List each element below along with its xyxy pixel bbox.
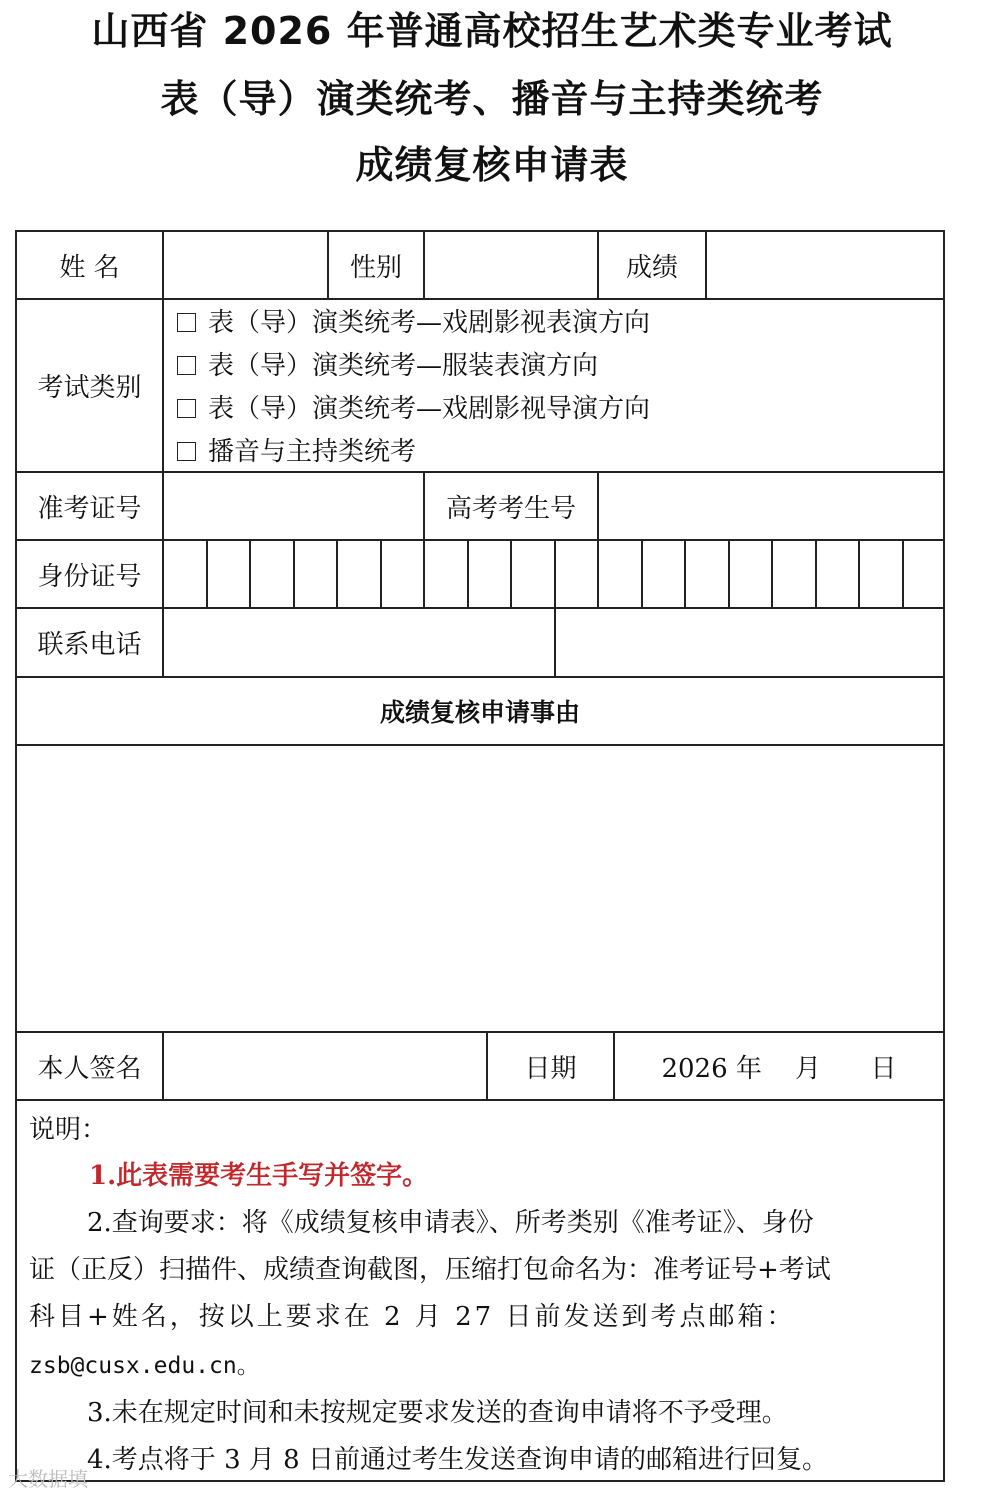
- checkbox-icon[interactable]: [177, 313, 196, 332]
- row-divider: [15, 1099, 945, 1101]
- reason-textarea[interactable]: [17, 746, 943, 1031]
- gender-field[interactable]: [425, 232, 597, 298]
- contact-email[interactable]: zsb@cusx.edu.cn。: [29, 1353, 260, 1379]
- phone-label: 联系电话: [37, 630, 142, 660]
- score-field[interactable]: [707, 232, 943, 298]
- name-field[interactable]: [164, 232, 327, 298]
- checkbox-icon[interactable]: [177, 356, 196, 375]
- category-option[interactable]: [177, 351, 598, 381]
- category-option-label: 表（导）演类统考—戏剧影视表演方向: [208, 308, 651, 338]
- phone-field-1[interactable]: [164, 609, 554, 676]
- category-option-label: 表（导）演类统考—服装表演方向: [208, 351, 599, 381]
- id-digit-divider: [293, 539, 295, 608]
- date-value[interactable]: 2026 年 月 日: [661, 1053, 897, 1084]
- id-digit-divider: [858, 539, 860, 608]
- note-item-2-cont: 科目+姓名，按以上要求在 2 月 27 日前发送到考点邮箱：: [29, 1302, 796, 1332]
- note-item-2: 2.查询要求：将《成绩复核申请表》、所考类别《准考证》、身份: [87, 1208, 814, 1238]
- id-digit-divider: [815, 539, 817, 608]
- id-digit-divider: [728, 539, 730, 608]
- id-digit-divider: [206, 539, 208, 608]
- id-digit-divider: [554, 539, 556, 608]
- id-digit-divider: [771, 539, 773, 608]
- note-item-3: 3.未在规定时间和未按规定要求发送的查询申请将不予受理。: [87, 1398, 788, 1428]
- signature-field[interactable]: [164, 1033, 486, 1099]
- id-digit-divider: [641, 539, 643, 608]
- id-digit-divider: [423, 539, 425, 608]
- title-line-2: 表（导）演类统考、播音与主持类统考: [160, 77, 824, 121]
- id-digit-divider: [684, 539, 686, 608]
- score-label: 成绩: [625, 252, 678, 283]
- id-digit-divider: [380, 539, 382, 608]
- id-digit-divider: [597, 539, 599, 608]
- id-number-label: 身份证号: [37, 561, 142, 592]
- reason-header: 成绩复核申请事由: [379, 698, 580, 727]
- note-item-2-cont: 证（正反）扫描件、成绩查询截图，压缩打包命名为：准考证号+考试: [29, 1255, 831, 1285]
- gaokao-number-field[interactable]: [599, 473, 943, 539]
- admission-number-field[interactable]: [164, 473, 423, 539]
- id-digit-divider: [336, 539, 338, 608]
- gaokao-number-label: 高考考生号: [445, 493, 576, 524]
- watermark: 大数据填: [8, 1467, 88, 1491]
- title-line-1: 山西省 2026 年普通高校招生艺术类专业考试: [91, 9, 893, 53]
- checkbox-icon[interactable]: [177, 442, 196, 461]
- gender-label: 性别: [349, 252, 402, 283]
- signature-label: 本人签名: [37, 1053, 142, 1084]
- category-label: 考试类别: [37, 373, 142, 403]
- application-form: [15, 230, 945, 1482]
- id-digit-divider: [902, 539, 904, 608]
- category-option[interactable]: [177, 394, 650, 424]
- phone-field-2[interactable]: [556, 609, 943, 676]
- date-label: 日期: [524, 1053, 577, 1084]
- category-option-label: 表（导）演类统考—戏剧影视导演方向: [208, 394, 651, 424]
- title-line-3: 成绩复核申请表: [355, 143, 629, 187]
- note-item-1: 1.此表需要考生手写并签字。: [89, 1161, 429, 1191]
- category-option-label: 播音与主持类统考: [208, 437, 417, 467]
- category-option[interactable]: [177, 437, 416, 467]
- id-digit-divider: [249, 539, 251, 608]
- id-digit-divider: [467, 539, 469, 608]
- notes-heading: 说明：: [29, 1115, 108, 1145]
- admission-number-label: 准考证号: [37, 493, 142, 524]
- checkbox-icon[interactable]: [177, 399, 196, 418]
- note-item-4: 4.考点将于 3 月 8 日前通过考生发送查询申请的邮箱进行回复。: [87, 1445, 828, 1475]
- name-label: 姓 名: [59, 252, 120, 283]
- frame-bottom: [15, 1480, 945, 1482]
- id-digit-divider: [510, 539, 512, 608]
- frame-right: [943, 230, 945, 1482]
- category-option[interactable]: [177, 308, 650, 338]
